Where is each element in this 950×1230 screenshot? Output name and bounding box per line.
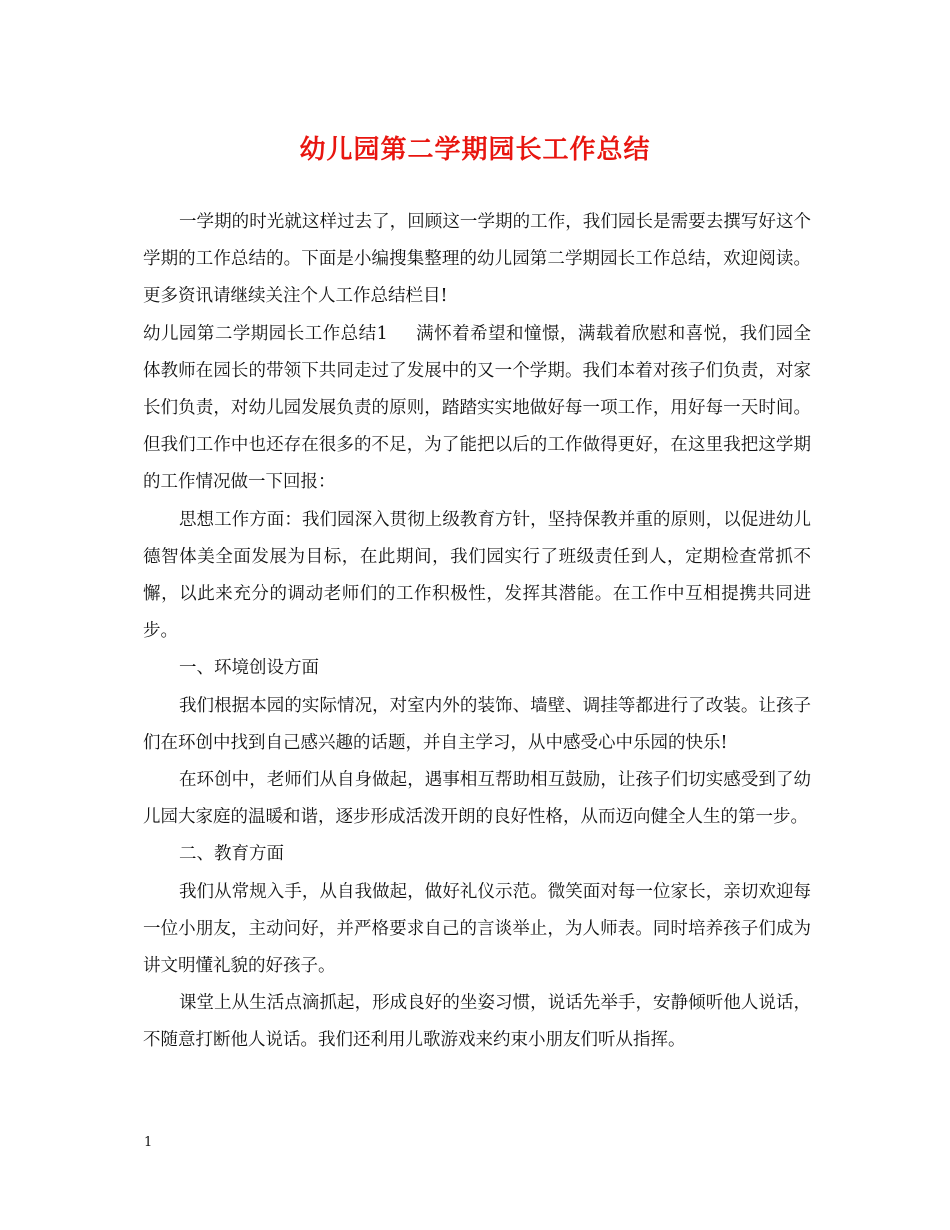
paragraph-summary-1-text: 满怀着希望和憧憬，满载着欣慰和喜悦，我们园全体教师在园长的带领下共同走过了发展中的又一个学期。我们本着对孩子们负责，对家长们负责，对幼儿园发展负责的原则，踏踏实实地做好每一项工作，用好每一天时间。但我们工作中也还存在很多的不足，为了能把以后的工作做得更好，在这里我把这学期的工作情况做一下回报： bbox=[143, 323, 812, 493]
paragraph-environment-2: 在环创中，老师们从自身做起，遇事相互帮助相互鼓励，让孩子们切实感受到了幼儿园大家庭的温暖和谐，逐步形成活泼开朗的良好性格，从而迈向健全人生的第一步。 bbox=[143, 770, 811, 828]
paragraph-ideology: 思想工作方面：我们园深入贯彻上级教育方针，坚持保教并重的原则，以促进幼儿德智体美全面发展为目标，在此期间，我们园实行了班级责任到人，定期检查常抓不懈，以此来充分的调动老师们的工作积极性，发挥其潜能。在工作中互相提携共同进步。 bbox=[143, 509, 811, 642]
paragraph-education-2: 课堂上从生活点滴抓起，形成良好的坐姿习惯，说话先举手，安静倾听他人说话，不随意打断他人说话。我们还利用儿歌游戏来约束小朋友们听从指挥。 bbox=[143, 993, 811, 1051]
section-heading-education: 二、教育方面 bbox=[179, 844, 284, 865]
document-body bbox=[143, 204, 811, 1060]
section-heading-environment: 一、环境创设方面 bbox=[179, 658, 319, 679]
section-heading-summary-1: 幼儿园第二学期园长工作总结1 bbox=[143, 323, 388, 344]
document-title: 幼儿园第二学期园长工作总结 bbox=[299, 135, 651, 165]
paragraph-summary-1 bbox=[143, 316, 811, 502]
paragraph-intro: 一学期的时光就这样过去了，回顾这一学期的工作，我们园长是需要去撰写好这个学期的工作总结的。下面是小编搜集整理的幼儿园第二学期园长工作总结，欢迎阅读。更多资讯请继续关注个人工作总结栏目! bbox=[143, 212, 811, 307]
paragraph-education-1: 我们从常规入手，从自我做起，做好礼仪示范。微笑面对每一位家长，亲切欢迎每一位小朋友，主动问好，并严格要求自己的言谈举止，为人师表。同时培养孩子们成为讲文明懂礼貌的好孩子。 bbox=[143, 881, 811, 977]
page-number: 1 bbox=[144, 1135, 153, 1150]
paragraph-environment-1: 我们根据本园的实际情况，对室内外的装饰、墙壁、调挂等都进行了改装。让孩子们在环创中找到自己感兴趣的话题，并自主学习，从中感受心中乐园的快乐! bbox=[143, 695, 811, 753]
